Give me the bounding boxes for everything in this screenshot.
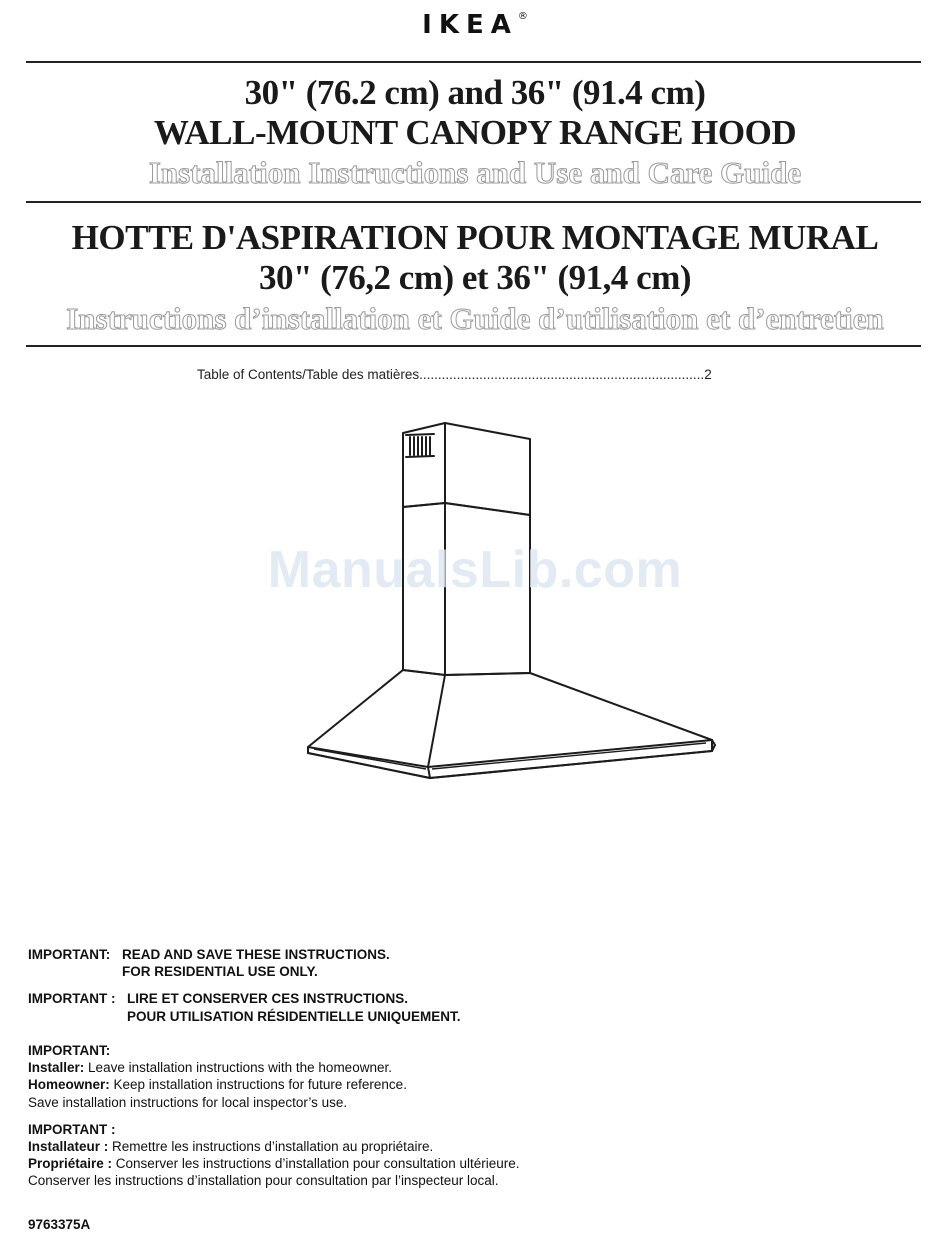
notes-en-inspector: Save installation instructions for local inspector’s use. <box>28 1095 348 1110</box>
important-en-label: IMPORTANT: <box>28 947 111 962</box>
toc-label: Table of Contents/Table des matières <box>197 367 420 382</box>
important-fr-line2: POUR UTILISATION RÉSIDENTIELLE UNIQUEMENT. <box>127 1009 461 1024</box>
notes-fr-inspector: Conserver les instructions d’installation pour consultation par l’inspecteur local. <box>28 1173 499 1188</box>
toc-leader: ............................................................................ <box>419 367 705 382</box>
manualslib-watermark: ManualsLib.com <box>267 541 683 599</box>
range-hood-illustration <box>300 415 730 835</box>
homeowner-text: Keep installation instructions for future reference. <box>113 1077 407 1092</box>
canopy-front-edge <box>428 675 445 767</box>
vent-slots <box>406 434 434 457</box>
french-title-line1: HOTTE D'ASPIRATION POUR MONTAGE MURAL <box>71 218 879 257</box>
english-title-line1: 30" (76.2 cm) and 36" (91.4 cm) <box>244 73 706 112</box>
part-number: 9763375A <box>28 1217 91 1232</box>
proprietaire-label: Propriétaire : <box>28 1156 113 1171</box>
canopy-rim-right <box>428 740 712 767</box>
important-fr-line1: LIRE ET CONSERVER CES INSTRUCTIONS. <box>127 991 409 1006</box>
installateur-label: Installateur : <box>28 1139 109 1154</box>
notes-en-heading: IMPORTANT: <box>28 1043 111 1058</box>
english-subtitle: Installation Instructions and Use and Care Guide <box>148 155 802 190</box>
table-of-contents-link[interactable] <box>197 367 757 382</box>
rule-bottom <box>26 345 921 347</box>
important-fr-label: IMPORTANT : <box>28 991 116 1006</box>
rule-middle <box>26 201 921 203</box>
important-en-line1: READ AND SAVE THESE INSTRUCTIONS. <box>122 947 390 962</box>
registered-mark: ® <box>517 11 528 22</box>
installer-label: Installer: <box>28 1060 85 1075</box>
notes-en-homeowner <box>28 1076 407 1093</box>
important-en-line2: FOR RESIDENTIAL USE ONLY. <box>122 964 318 979</box>
notes-en-installer <box>28 1059 392 1076</box>
homeowner-label: Homeowner: <box>28 1077 110 1092</box>
french-title-line2: 30" (76,2 cm) et 36" (91,4 cm) <box>258 258 692 297</box>
french-subtitle: Instructions d’installation et Guide d’utilisation et d’entretien <box>66 301 884 336</box>
installer-text: Leave installation instructions with the homeowner. <box>88 1060 392 1075</box>
notes-fr-installer <box>28 1138 433 1155</box>
english-title-line2: WALL-MOUNT CANOPY RANGE HOOD <box>153 113 797 152</box>
ikea-logo <box>0 10 950 40</box>
notes-fr-owner <box>28 1155 520 1172</box>
toc-page-number: 2 <box>704 367 712 382</box>
installateur-text: Remettre les instructions d’installation au propriétaire. <box>112 1139 434 1154</box>
notes-fr-heading: IMPORTANT : <box>28 1122 116 1137</box>
rule-top <box>26 61 921 63</box>
proprietaire-text: Conserver les instructions d’installation pour consultation ultérieure. <box>115 1156 520 1171</box>
canopy-corner <box>428 767 430 778</box>
brand-name: IKEA <box>422 10 518 40</box>
